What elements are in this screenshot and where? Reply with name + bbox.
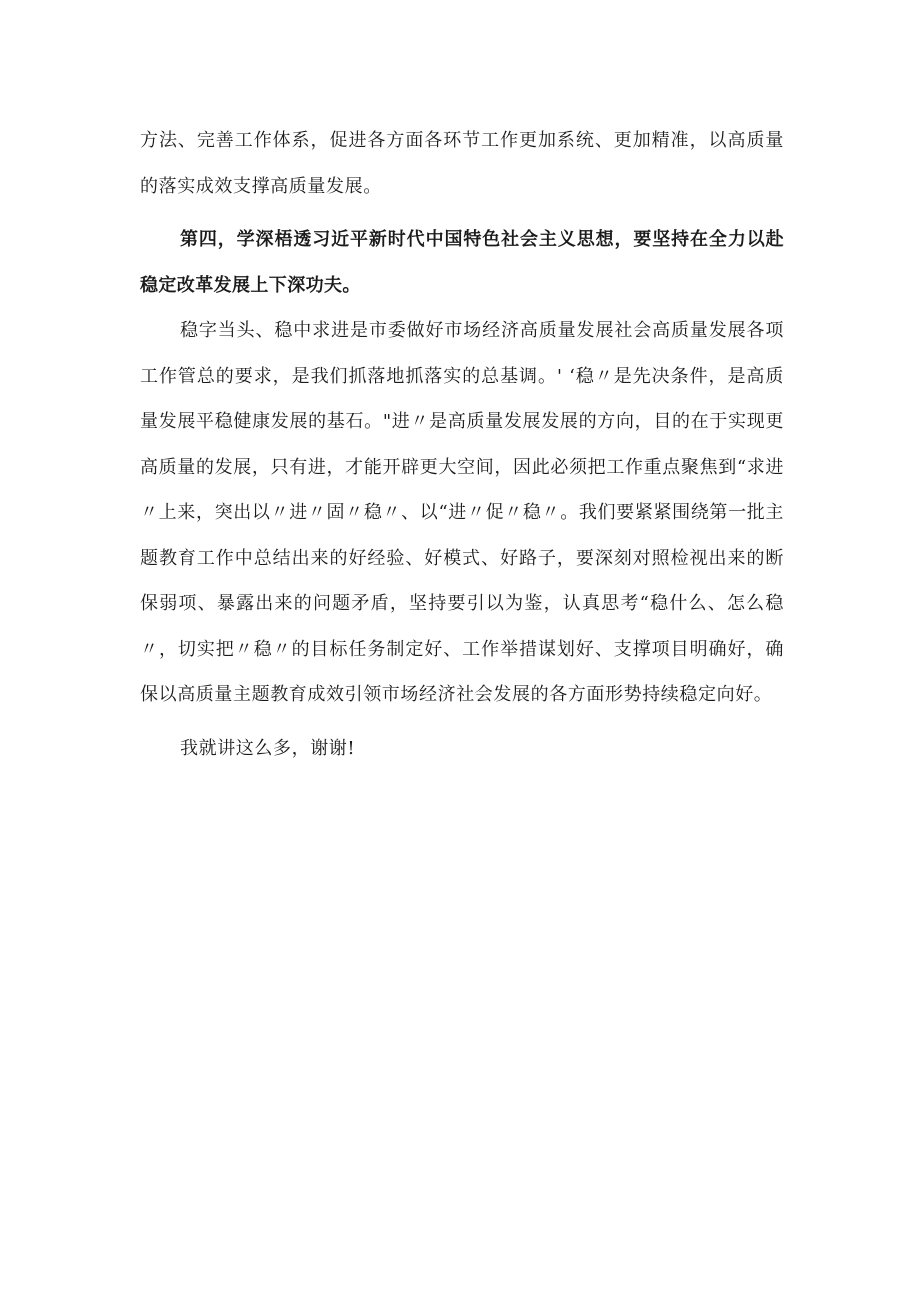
paragraph-closing: 我就讲这么多，谢谢!: [180, 737, 356, 759]
section-heading-fourth: 第四，学深梧透习近平新时代中国特色社会主义思想，要坚持在全力以赴稳定改革发展上下深功夫。: [140, 229, 784, 296]
paragraph-stability: 稳字当头、稳中求进是市委做好市场经济高质量发展社会高质量发展各项工作管总的要求，是我们抓落地抓落实的总基调。' ‘稳〃是先决条件，是高质量发展平稳健康发展的基石。"进〃是高质量发展发展的方向，目的在于实现更高质量的发展，只有进，才能开辟更大空间，因此必须把工作重点聚焦到“求进〃上来，突出以〃进〃固〃稳〃、以“进〃促〃稳〃。我们要紧紧围绕第一批主题教育工作中总结出来的好经验、好模式、好路子，要深刻对照检视出来的断保弱项、暴露出来的问题矛盾，坚持要引以为鉴，认真思考“稳什么、怎么稳〃，切实把〃稳〃的目标任务制定好、工作举措谋划好、支撑项目明确好，确保以高质量主题教育成效引领市场经济社会发展的各方面形势持续稳定向好。: [140, 320, 784, 705]
document-body: [140, 118, 784, 771]
paragraph-continuation: 方法、完善工作体系，促进各方面各环节工作更加系统、更加精准，以高质量的落实成效支撑高质量发展。: [140, 130, 784, 197]
